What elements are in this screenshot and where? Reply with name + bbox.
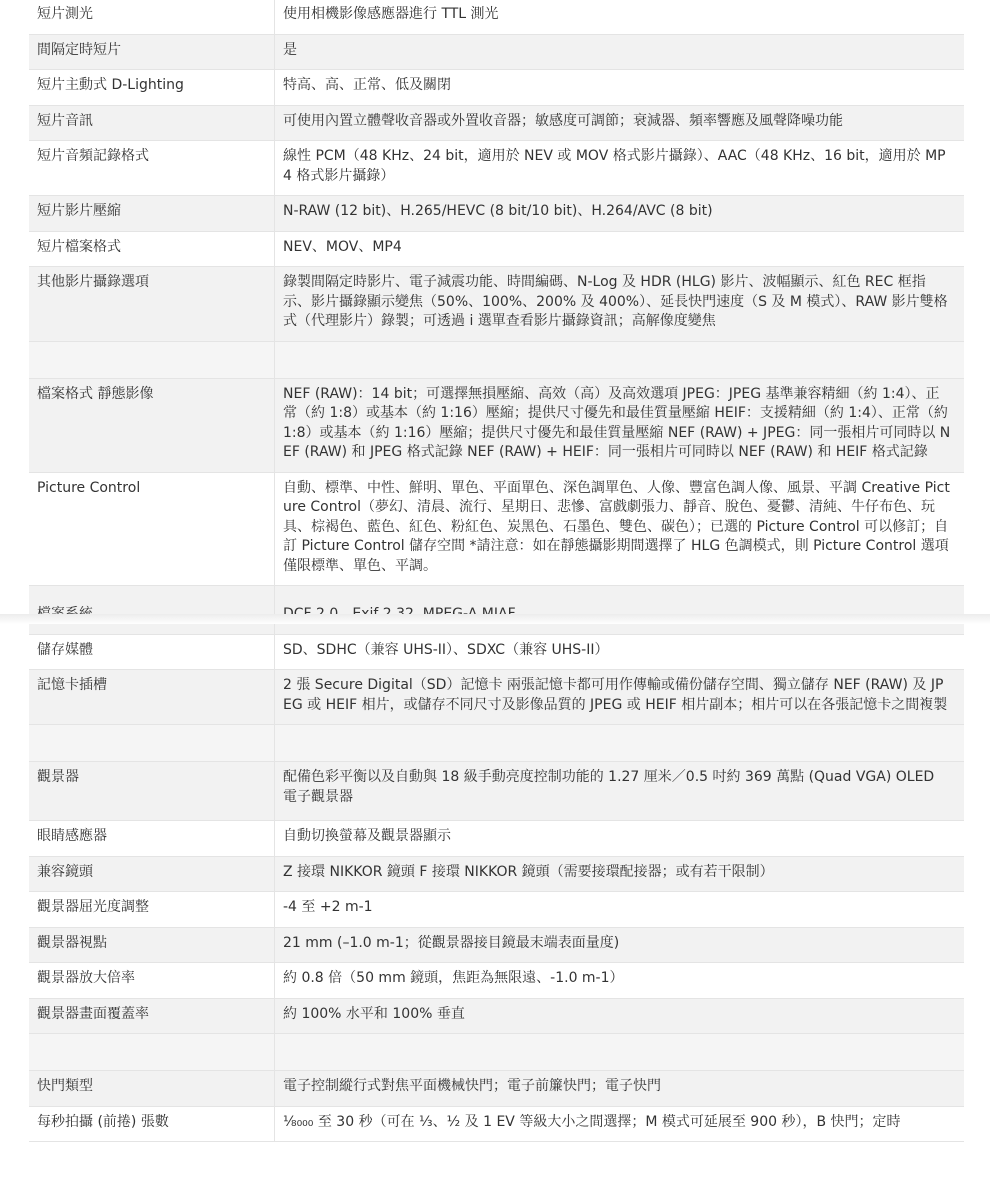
spec-label: 其他影片攝錄選項 — [29, 267, 275, 342]
spec-value: -4 至 +2 m-1 — [275, 892, 965, 928]
spec-value — [275, 586, 965, 635]
section-spacer — [29, 725, 964, 762]
table-row — [29, 141, 964, 196]
table-row — [29, 105, 964, 141]
spec-value: 使用相機影像感應器進行 TTL 測光 — [275, 0, 965, 34]
table-row — [29, 0, 964, 34]
table-row — [29, 998, 964, 1034]
spec-value: 配備色彩平衡以及自動與 18 級手動亮度控制功能的 1.27 厘米／0.5 吋約 369 萬點 (Quad VGA) OLED 電子觀景器 — [275, 762, 965, 821]
spec-value: 自動切換螢幕及觀景器顯示 — [275, 821, 965, 857]
spec-value: SD、SDHC（兼容 UHS-II）、SDXC（兼容 UHS-II） — [275, 634, 965, 670]
spec-label: 觀景器視點 — [29, 927, 275, 963]
spec-value: 自動、標準、中性、鮮明、單色、平面單色、深色調單色、人像、豐富色調人像、風景、平調 Creative Picture Control（夢幻、清晨、流行、星期日、悲慘、富戲劇張力、靜音、脫色、憂鬱、清純、牛仔布色、玩具、棕褐色、藍色、紅色、粉紅色、炭黑色、石墨色、雙色、碳色）；已選的 Picture Control 可以修訂；自訂 Picture Control 儲存空間 *請注意：如在靜態攝影期間選擇了 HLG 色調模式，則 Picture Control 選項僅限標準、單色、平調。 — [275, 472, 965, 586]
spec-value: 電子控制縱行式對焦平面機械快門；電子前簾快門；電子快門 — [275, 1071, 965, 1107]
table-row — [29, 196, 964, 232]
shutter-text: 至 30 秒（可在 — [313, 1113, 420, 1130]
spec-label: 間隔定時短片 — [29, 34, 275, 70]
spec-label: 儲存媒體 — [29, 634, 275, 670]
table-row — [29, 231, 964, 267]
spec-value: 約 100% 水平和 100% 垂直 — [275, 998, 965, 1034]
table-row — [29, 1106, 964, 1142]
spec-label: 短片音訊 — [29, 105, 275, 141]
table-row — [29, 267, 964, 342]
table-row — [29, 1071, 964, 1107]
spec-value: 特高、高、正常、低及關閉 — [275, 70, 965, 106]
shutter-fastest-fraction: ⅛₀₀₀ — [283, 1113, 314, 1130]
table-row — [29, 821, 964, 857]
table-row — [29, 762, 964, 821]
spec-label: 兼容鏡頭 — [29, 856, 275, 892]
table-row — [29, 472, 964, 586]
table-row — [29, 378, 964, 472]
shutter-text: 及 1 EV 等級大小之間選擇；M 模式可延展至 900 秒），B 快門；定時 — [460, 1113, 901, 1130]
spec-label: Picture Control — [29, 472, 275, 586]
spec-label: 短片影片壓縮 — [29, 196, 275, 232]
spec-label: 觀景器屈光度調整 — [29, 892, 275, 928]
spec-label: 短片主動式 D-Lighting — [29, 70, 275, 106]
spec-label: 短片檔案格式 — [29, 231, 275, 267]
spec-label: 每秒拍攝 (前捲) 張數 — [29, 1106, 275, 1142]
table-row — [29, 963, 964, 999]
spec-value — [275, 1106, 965, 1142]
spec-label: 短片測光 — [29, 0, 275, 34]
spec-value: 約 0.8 倍（50 mm 鏡頭，焦距為無限遠、-1.0 m-1） — [275, 963, 965, 999]
spec-label: 短片音頻記錄格式 — [29, 141, 275, 196]
spec-value: 2 張 Secure Digital（SD）記憶卡 兩張記憶卡都可用作傳輸或備份儲存空間、獨立儲存 NEF (RAW) 及 JPEG 或 HEIF 相片，或儲存不同尺寸及影像品質的 JPEG 或 HEIF 相片副本；相片可以在各張記憶卡之間複製 — [275, 670, 965, 725]
spec-label: 檔案格式 靜態影像 — [29, 378, 275, 472]
spec-label: 觀景器放大倍率 — [29, 963, 275, 999]
table-row — [29, 892, 964, 928]
table-row — [29, 927, 964, 963]
table-row — [29, 670, 964, 725]
spec-value: NEV、MOV、MP4 — [275, 231, 965, 267]
spec-value: NEF (RAW)：14 bit；可選擇無損壓縮、高效（高）及高效選項 JPEG：JPEG 基準兼容精細（約 1:4）、正常（約 1:8）或基本（約 1:16）壓縮；提供尺寸優先和最佳質量壓縮 HEIF：支援精細（約 1:4）、正常（約 1:8）或基本（約 1:16）壓縮；提供尺寸優先和最佳質量壓縮 NEF (RAW) + JPEG：同一張相片可同時以 NEF (RAW) 和 JPEG 格式記錄 NEF (RAW) + HEIF：同一張相片可同時以 NEF (RAW) 和 HEIF 格式記錄 — [275, 378, 965, 472]
third-fraction: ⅓ — [419, 1113, 433, 1130]
spec-label: 觀景器畫面覆蓋率 — [29, 998, 275, 1034]
spec-value: Z 接環 NIKKOR 鏡頭 F 接環 NIKKOR 鏡頭（需要接環配接器；或有若干限制） — [275, 856, 965, 892]
spec-label: 快門類型 — [29, 1071, 275, 1107]
spec-table — [29, 0, 964, 1142]
spec-label: 眼睛感應器 — [29, 821, 275, 857]
table-row — [29, 586, 964, 635]
table-row — [29, 70, 964, 106]
spec-value: 是 — [275, 34, 965, 70]
spec-value: 線性 PCM（48 KHz、24 bit，適用於 NEV 或 MOV 格式影片攝錄）、AAC（48 KHz、16 bit，適用於 MP4 格式影片攝錄） — [275, 141, 965, 196]
table-row — [29, 634, 964, 670]
spec-label: 觀景器 — [29, 762, 275, 821]
half-fraction: ½ — [446, 1113, 461, 1130]
page-break-divider — [0, 614, 990, 624]
section-spacer — [29, 341, 964, 378]
table-row — [29, 34, 964, 70]
spec-value: 可使用內置立體聲收音器或外置收音器；敏感度可調節；衰減器、頻率響應及風聲降噪功能 — [275, 105, 965, 141]
section-spacer — [29, 1034, 964, 1071]
fraction-separator: 、 — [432, 1113, 447, 1130]
spec-value: 錄製間隔定時影片、電子減震功能、時間編碼、N-Log 及 HDR (HLG) 影片、波幅顯示、紅色 REC 框指示、影片攝錄顯示變焦（50%、100%、200% 及 400%）、延長快門速度（S 及 M 模式）、RAW 影片雙格式（代理影片）錄製；可透過 i 選單查看影片攝錄資訊；高解像度變焦 — [275, 267, 965, 342]
spec-label: 記憶卡插槽 — [29, 670, 275, 725]
spec-label — [29, 586, 275, 635]
spec-value: 21 mm (–1.0 m-1；從觀景器接目鏡最末端表面量度) — [275, 927, 965, 963]
spec-value: N-RAW (12 bit)、H.265/HEVC (8 bit/10 bit)、H.264/AVC (8 bit) — [275, 196, 965, 232]
table-row — [29, 856, 964, 892]
